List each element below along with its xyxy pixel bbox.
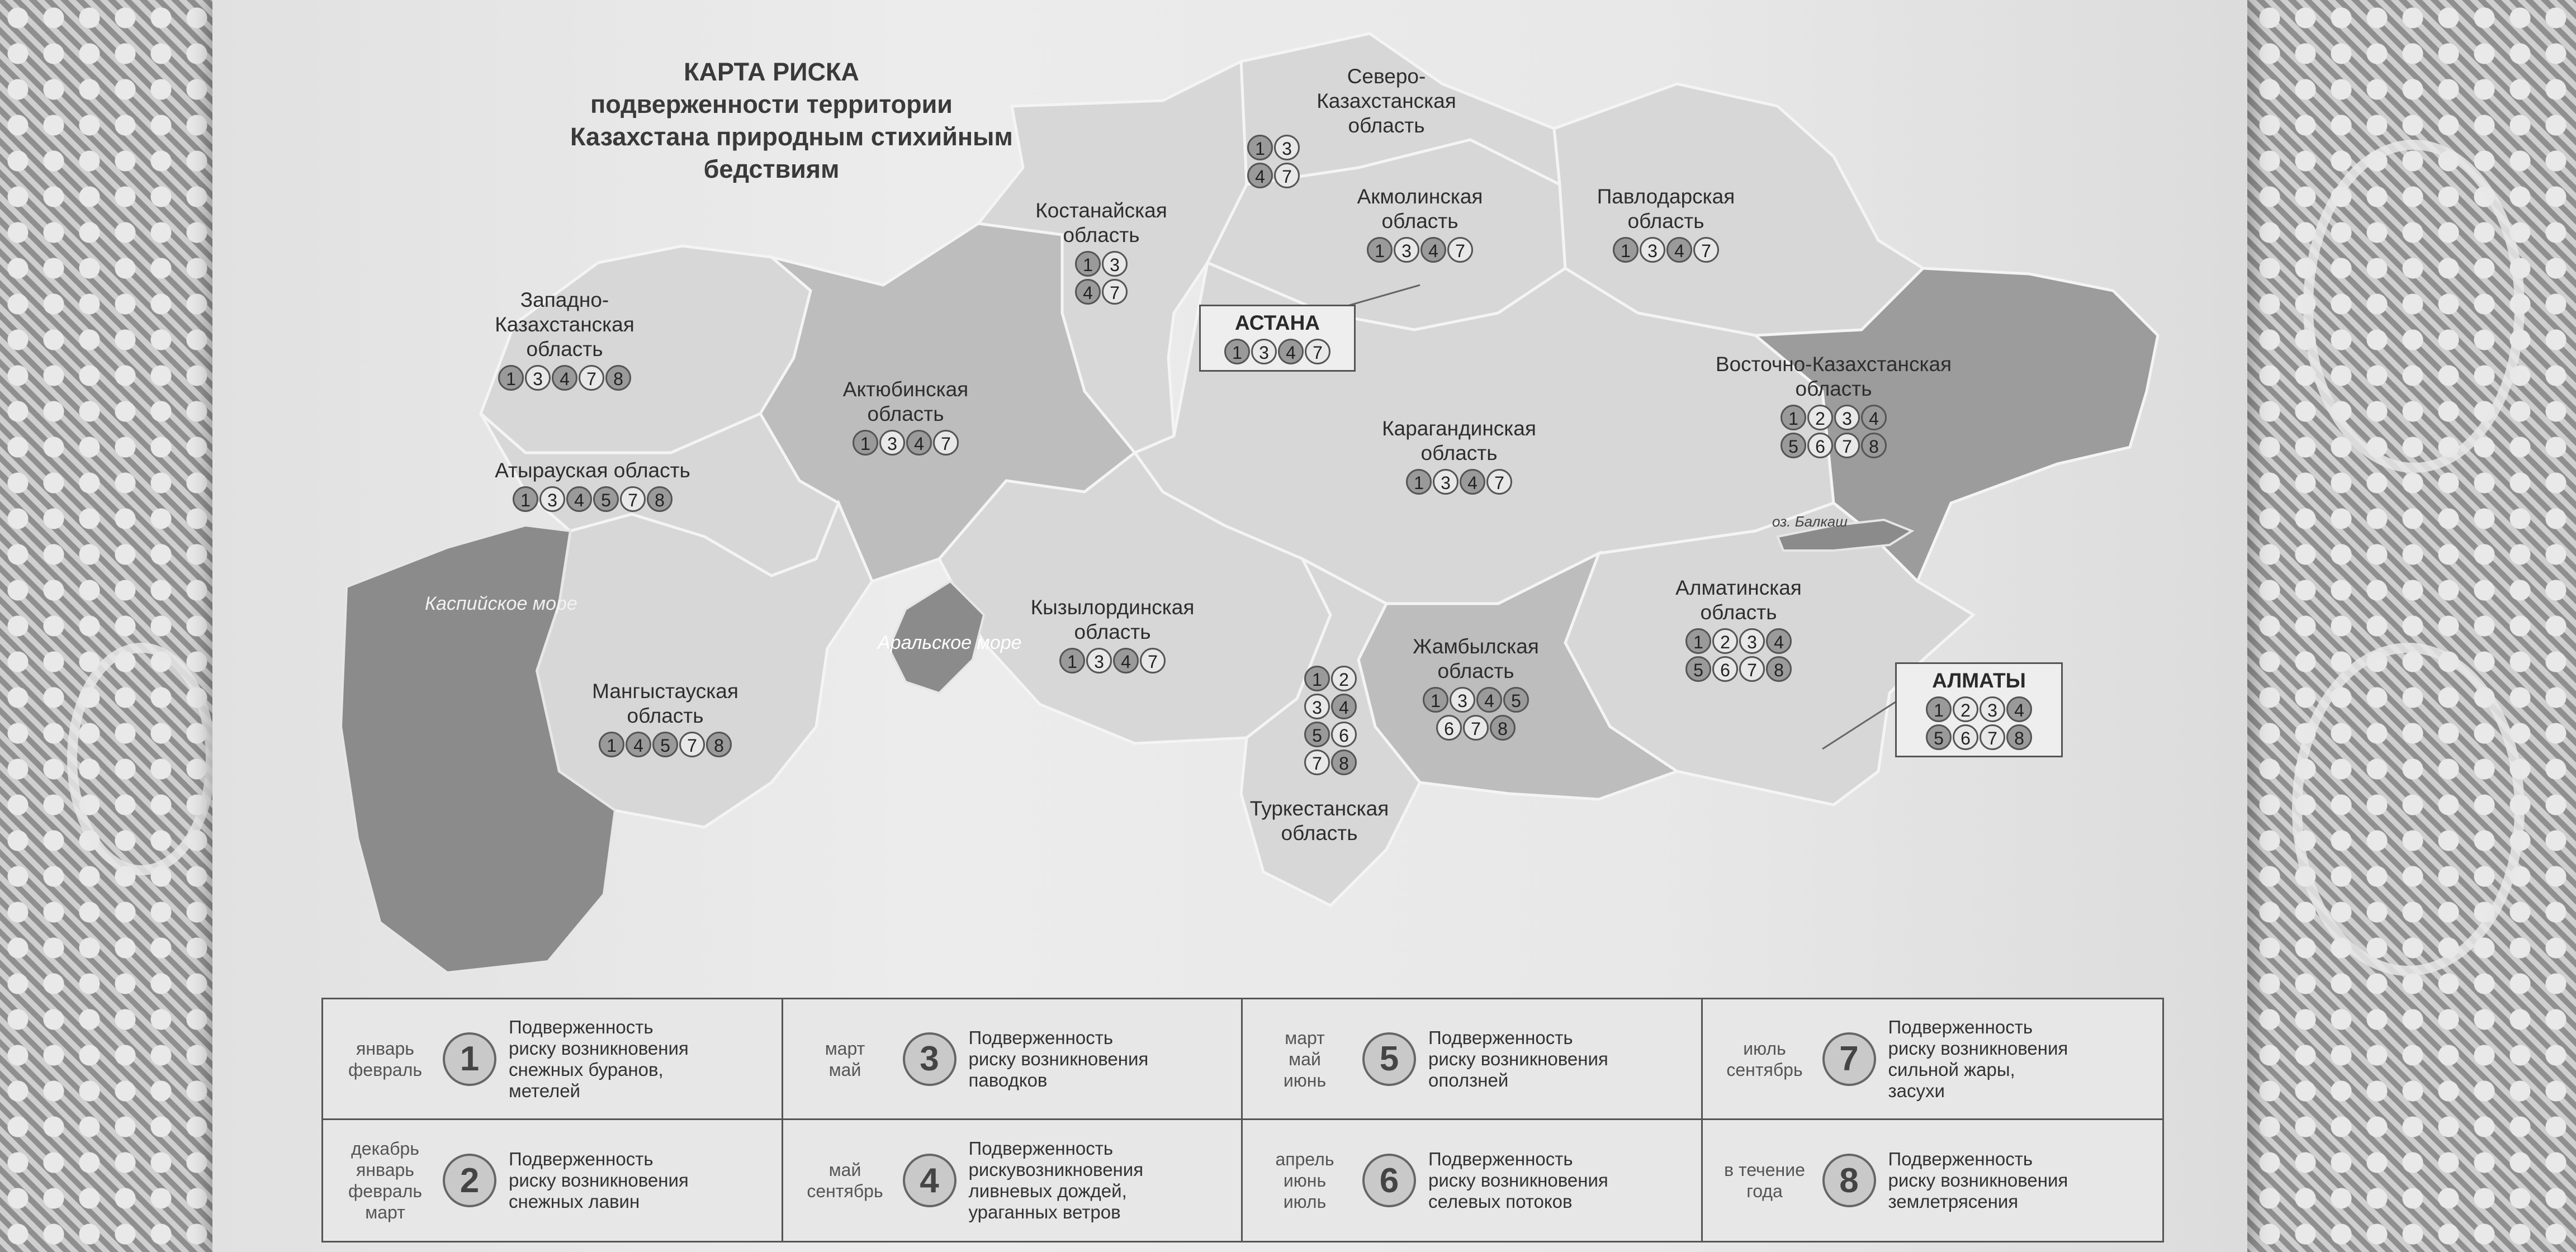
legend-period: в течение года	[1724, 1160, 1805, 1201]
legend-period: май сентябрь	[807, 1160, 883, 1201]
risk-code-badge: 5	[1503, 687, 1529, 713]
risk-code-badge: 1	[1781, 405, 1806, 430]
risk-code-badge: 4	[2006, 696, 2032, 722]
risk-code-badge: 7	[1304, 750, 1330, 775]
legend-number-icon: 2	[443, 1154, 496, 1207]
legend-item-3	[783, 999, 1243, 1120]
risk-code-badge: 4	[1460, 469, 1485, 495]
risk-code-badge: 4	[1113, 648, 1139, 674]
risk-code-badge: 2	[1953, 696, 1978, 722]
legend-description: Подверженность риску возникновения снежных лавин	[509, 1149, 689, 1212]
risk-code-badge: 7	[1447, 237, 1473, 263]
region-label-kyzylorda	[1017, 595, 1208, 675]
legend-number-icon: 4	[903, 1154, 956, 1207]
lake-balkhash-label: оз. Балкаш	[1772, 513, 1848, 530]
risk-code-badge: 6	[1807, 433, 1833, 458]
risk-code-badge: 1	[1304, 666, 1330, 691]
risk-code-badge: 7	[1834, 433, 1860, 458]
legend-table	[321, 998, 2164, 1242]
risk-code-badge: 4	[626, 732, 651, 757]
risk-code-badge: 3	[1640, 237, 1665, 263]
risk-code-badge: 5	[1304, 722, 1330, 747]
risk-code-badge: 2	[1712, 628, 1738, 654]
risk-code-badge: 7	[1739, 656, 1765, 682]
region-label-east-kazakhstan	[1699, 352, 1968, 459]
risk-code-badge: 1	[1224, 339, 1250, 364]
legend-number-icon: 1	[443, 1032, 496, 1086]
risk-code-badge: 7	[620, 486, 646, 512]
region-name: Жамбылская область	[1413, 635, 1539, 682]
region-name: Павлодарская область	[1597, 185, 1735, 233]
region-name: Акмолинская область	[1357, 185, 1483, 233]
city-box-almaty	[1895, 662, 2063, 757]
risk-code-badge: 3	[525, 365, 551, 391]
region-label-mangystau	[570, 679, 760, 758]
risk-code-badge: 1	[1926, 696, 1952, 722]
risk-code-badge: 8	[1490, 715, 1516, 741]
region-label-zhambyl	[1386, 634, 1565, 742]
risk-code-badge: 7	[1693, 237, 1719, 263]
risk-code-badge: 4	[1666, 237, 1692, 263]
region-name: Туркестанская область	[1249, 797, 1389, 845]
region-codes	[1247, 134, 1314, 189]
risk-code-badge: 5	[652, 732, 678, 757]
risk-code-badge: 4	[1476, 687, 1502, 713]
region-codes	[1297, 665, 1364, 776]
region-label-turkestan	[1230, 796, 1409, 846]
risk-code-badge: 5	[1926, 724, 1952, 750]
risk-code-badge: 4	[906, 430, 932, 456]
risk-code-badge: 3	[1834, 405, 1860, 430]
lace-flower	[2292, 643, 2525, 976]
risk-code-badge: 1	[1423, 687, 1448, 713]
risk-code-badge: 7	[679, 732, 705, 757]
risk-code-badge: 4	[1420, 237, 1446, 263]
risk-code-badge: 4	[552, 365, 577, 391]
risk-code-badge: 5	[1781, 433, 1806, 458]
legend-item-6	[1243, 1120, 1703, 1241]
aral-sea-label: Аральское море	[878, 632, 1022, 653]
legend-period: апрель июнь июль	[1275, 1149, 1334, 1212]
risk-code-badge: 8	[647, 486, 673, 512]
legend-period: март май	[825, 1038, 865, 1080]
legend-number-icon: 8	[1822, 1154, 1876, 1207]
city-codes	[1903, 695, 2054, 751]
legend-description: Подверженность риску возникновения снежных буранов, метелей	[509, 1016, 689, 1101]
region-name: Мангыстауская область	[592, 680, 738, 727]
region-name: Алматинская область	[1675, 576, 1802, 624]
region-label-west-kazakhstan	[475, 288, 654, 392]
risk-code-badge: 3	[1450, 687, 1475, 713]
risk-code-badge: 1	[1247, 135, 1273, 160]
lace-flower	[67, 643, 216, 875]
city-name: АЛМАТЫ	[1932, 669, 2026, 692]
legend-description: Подверженность риску возникновения селевых потоков	[1428, 1149, 1608, 1212]
region-codes	[570, 731, 760, 758]
legend-description: Подверженность риску возникновения паводков	[968, 1027, 1149, 1090]
risk-code-badge: 1	[853, 430, 878, 456]
risk-code-badge: 6	[1436, 715, 1462, 741]
risk-code-badge: 3	[1274, 135, 1300, 160]
region-label-aktobe	[816, 377, 995, 457]
risk-code-badge: 3	[1433, 469, 1459, 495]
risk-code-badge: 3	[539, 486, 565, 512]
risk-code-badge: 6	[1712, 656, 1738, 682]
risk-code-badge: 6	[1331, 722, 1357, 747]
region-codes	[475, 485, 710, 513]
region-shape-mangystau	[537, 503, 872, 827]
legend-item-4	[783, 1120, 1243, 1241]
risk-code-badge: 1	[513, 486, 538, 512]
region-codes	[1644, 627, 1834, 683]
legend-period: декабрь январь февраль март	[348, 1139, 423, 1222]
risk-code-badge: 8	[1331, 750, 1357, 775]
legend-number-icon: 3	[903, 1032, 956, 1086]
region-label-akmola	[1336, 184, 1504, 264]
risk-code-badge: 3	[1304, 694, 1330, 719]
risk-code-badge: 7	[579, 365, 604, 391]
risk-code-badge: 3	[1394, 237, 1419, 263]
risk-code-badge: 7	[1980, 724, 2005, 750]
risk-code-badge: 7	[1102, 279, 1128, 305]
risk-code-badge: 7	[1463, 715, 1489, 741]
risk-code-badge: 3	[1739, 628, 1765, 654]
caspian-sea-label: Каспийское море	[425, 593, 577, 614]
region-name: Атырауская область	[495, 459, 690, 482]
risk-code-badge: 5	[593, 486, 619, 512]
region-name: Западно- Казахстанская область	[495, 288, 634, 361]
region-codes	[1576, 236, 1755, 264]
risk-code-badge: 8	[1861, 433, 1887, 458]
risk-code-badge: 4	[1278, 339, 1304, 364]
risk-code-badge: 2	[1807, 405, 1833, 430]
risk-code-badge: 1	[1613, 237, 1639, 263]
region-label-kostanay	[1023, 198, 1180, 306]
legend-period: июль сентябрь	[1726, 1038, 1803, 1080]
risk-code-badge: 1	[1685, 628, 1711, 654]
lace-flower	[2303, 140, 2525, 473]
risk-code-badge: 3	[1251, 339, 1277, 364]
risk-code-badge: 7	[1274, 163, 1300, 188]
region-label-atyrau	[475, 458, 710, 513]
region-label-almaty	[1644, 576, 1834, 683]
risk-code-badge: 3	[879, 430, 905, 456]
risk-code-badge: 3	[1980, 696, 2005, 722]
region-codes	[475, 364, 654, 392]
region-codes	[1017, 647, 1208, 675]
risk-code-badge: 1	[498, 365, 524, 391]
city-codes	[1208, 338, 1347, 366]
region-codes	[1699, 404, 1968, 459]
title-line: бедствиям	[703, 155, 840, 183]
region-codes	[1386, 686, 1565, 742]
risk-code-badge: 3	[1086, 648, 1112, 674]
region-label-karaganda	[1364, 416, 1554, 496]
title-line: Казахстана природным стихийным	[570, 122, 1013, 151]
legend-number-icon: 7	[1822, 1032, 1876, 1086]
city-name: АСТАНА	[1234, 311, 1320, 334]
legend-item-1	[323, 999, 783, 1120]
legend-description: Подверженность риску возникновения землетрясения	[1888, 1149, 2068, 1212]
risk-code-badge: 1	[1367, 237, 1393, 263]
legend-item-2	[323, 1120, 783, 1241]
city-box-astana	[1199, 305, 1356, 372]
legend-item-7	[1703, 999, 2163, 1120]
risk-code-badge: 8	[2006, 724, 2032, 750]
risk-code-badge: 4	[566, 486, 592, 512]
risk-code-badge: 4	[1331, 694, 1357, 719]
region-label-north-kazakhstan	[1308, 64, 1465, 138]
region-name: Карагандинская область	[1382, 417, 1536, 464]
risk-code-badge: 7	[1486, 469, 1512, 495]
region-codes	[1336, 236, 1504, 264]
risk-code-badge: 4	[1075, 279, 1101, 305]
region-codes	[1364, 468, 1554, 496]
risk-code-badge: 7	[933, 430, 959, 456]
risk-code-badge: 4	[1247, 163, 1273, 188]
legend-item-8	[1703, 1120, 2163, 1241]
risk-code-badge: 5	[1685, 656, 1711, 682]
title-line: КАРТА РИСКА	[684, 58, 859, 86]
legend-number-icon: 5	[1362, 1032, 1416, 1086]
risk-code-badge: 4	[1861, 405, 1887, 430]
region-name: Кызылординская область	[1030, 596, 1195, 643]
region-name: Актюбинская область	[842, 378, 969, 425]
region-label-pavlodar	[1576, 184, 1755, 264]
risk-code-badge: 7	[1305, 339, 1330, 364]
region-codes	[816, 429, 995, 457]
region-codes	[1023, 250, 1180, 306]
risk-code-badge: 8	[1766, 656, 1792, 682]
legend-description: Подверженность риску возникновения оползней	[1428, 1027, 1608, 1090]
legend-number-icon: 6	[1362, 1154, 1416, 1207]
risk-code-badge: 4	[1766, 628, 1792, 654]
risk-code-badge: 1	[1059, 648, 1085, 674]
legend-description: Подверженность риску возникновения сильной жары, засухи	[1888, 1016, 2068, 1101]
region-name: Восточно-Казахстанская область	[1715, 353, 1952, 400]
title-line: подверженности территории	[590, 90, 953, 118]
risk-code-badge: 3	[1102, 251, 1128, 277]
legend-period: январь февраль	[348, 1038, 423, 1080]
risk-code-badge: 6	[1953, 724, 1978, 750]
risk-code-badge: 1	[1075, 251, 1101, 277]
region-name: Северо- Казахстанская область	[1317, 65, 1456, 137]
region-name: Костанайская область	[1035, 199, 1167, 246]
legend-description: Подверженность рискувозникновения ливневых дождей, ураганных ветров	[968, 1138, 1144, 1222]
risk-code-badge: 2	[1331, 666, 1357, 691]
risk-code-badge: 7	[1140, 648, 1166, 674]
risk-code-badge: 8	[605, 365, 631, 391]
legend-period: март май июнь	[1283, 1027, 1327, 1090]
legend-item-5	[1243, 999, 1703, 1120]
risk-code-badge: 1	[599, 732, 624, 757]
risk-code-badge: 1	[1406, 469, 1432, 495]
risk-code-badge: 8	[706, 732, 732, 757]
